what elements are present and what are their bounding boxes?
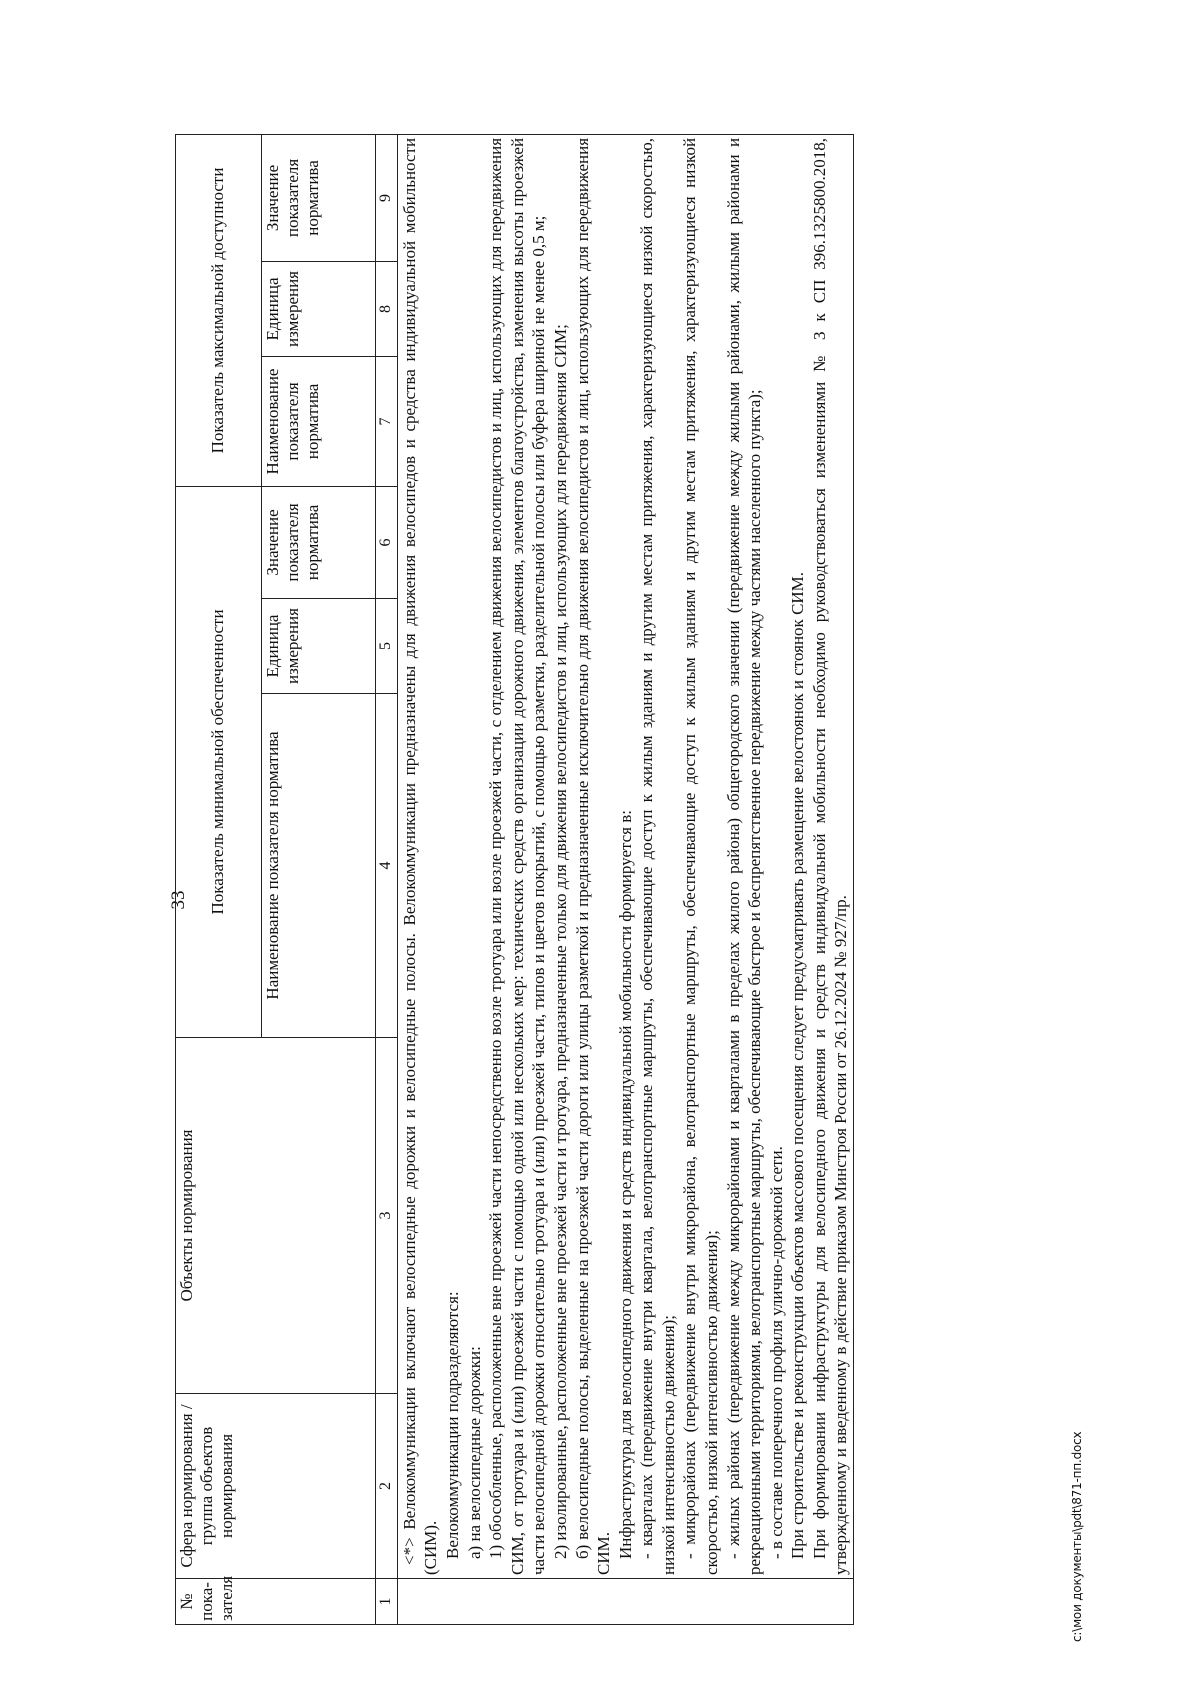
header-min-name: Наименование показателя норматива: [262, 694, 376, 1038]
column-number: 8: [376, 261, 398, 356]
note-paragraph: Велокоммуникации подразделяются:: [443, 1291, 463, 1559]
column-number: 6: [376, 486, 398, 598]
column-number-row: [376, 134, 398, 1624]
page-number: 33: [168, 890, 189, 910]
column-number: 2: [376, 1394, 398, 1579]
header-max-value: Значение показателя норматива: [262, 134, 376, 261]
note-paragraph: - в составе поперечного профиля улично-дорожной сети.: [766, 1146, 786, 1559]
column-number: 5: [376, 599, 398, 694]
note-paragraph: б) велосипедные полосы, выделенные на проезжей части дороги или улицы разметкой и предназначенные исключительно для движения велосипедистов и лиц, использующих для передвижения СИМ.: [572, 137, 614, 1575]
header-max-accessibility: Показатель максимальной доступности: [176, 134, 262, 486]
header-min-value: Значение показателя норматива: [262, 486, 376, 598]
footer-file-path: c:\мои документы\pdt\871-пп.docx: [1070, 1431, 1084, 1642]
rotated-page: [130, 137, 1090, 1660]
header-sphere: Сфера нормирования / группа объектов нормирования: [176, 1394, 376, 1579]
empty-number-cell: [397, 1579, 853, 1625]
note-paragraph: - кварталах (передвижение внутри квартала, велотранспортные маршруты, обеспечивающие доступ к жилым зданиям и другим местам притяжения, характеризующиеся низкой скоростью, низкой интенсивностью движения);: [637, 137, 678, 1575]
note-paragraph: - жилых районах (передвижение между микрорайонами и кварталами в пределах жилого района) общегородского значении (передвижение между жилыми районами, жилыми районами и рекреационными территориями, велотранспортные маршруты, обеспечивающие быстрое и беспрепятственное передвижение между частями населенного пункта);: [723, 137, 765, 1575]
note-paragraph: При строительстве и реконструкции объектов массового посещения следует предусматривать размещение велостоянок и стоянок СИМ.: [788, 571, 808, 1559]
column-number: 1: [376, 1579, 398, 1625]
header-max-name: Наименование показателя норматива: [262, 356, 376, 486]
note-row: [397, 134, 853, 1624]
header-max-unit: Единица измерения: [262, 261, 376, 356]
note-paragraph: 1) обособленные, расположенные вне проезжей части непосредственно возле тротуара или возле проезжей части, с отделением движения велосипедистов и лиц, использующих для передвижения СИМ, от тротуара и (или) проезжей части с помощью одной или нескольких мер: технических средств организации дорожного движения, элементов благоустройства, изменения высоты проезжей части велосипедной дорожки относительно тротуара и (или) проезжей части, типов и цветов покрытий, с помощью разметки, разделительной полосы или буфера шириной не менее 0,5 м;: [486, 137, 549, 1575]
header-min-unit: Единица измерения: [262, 599, 376, 694]
column-number: 4: [376, 694, 398, 1038]
column-number: 7: [376, 356, 398, 486]
note-paragraph: 2) изолированные, расположенные вне проезжей части и тротуара, предназначенные только для движения велосипедистов и лиц, использующих для передвижения СИМ;: [550, 324, 570, 1559]
norms-table: [175, 134, 854, 1625]
column-number: 9: [376, 134, 398, 261]
header-objects: Объекты нормирования: [176, 1038, 376, 1394]
footnote-cell: [397, 134, 853, 1578]
note-paragraph: При формировании инфраструктуры для велосипедного движения и средств индивидуальной мобильности необходимо руководствоваться изменениями № 3 к СП 396.1325800.2018, утвержденному и введенному в действие приказом Минстроя России от 26.12.2024 № 927/пр.: [809, 137, 851, 1575]
note-paragraph: Инфраструктура для велосипедного движения и средств индивидуальной мобильности формируется в:: [615, 809, 635, 1559]
note-paragraph: <*> Велокоммуникации включают велосипедные дорожки и велосипедные полосы. Велокоммуникации предназначены для движения велосипедов и средства индивидуальной мобильности (СИМ).: [399, 137, 441, 1575]
note-paragraph: - микрорайонах (передвижение внутри микрорайона, велотранспортные маршруты, обеспечивающие доступ к жилым зданиям и другим местам притяжения, характеризующиеся низкой скоростью, низкой интенсивностью движения);: [680, 137, 721, 1575]
column-number: 3: [376, 1038, 398, 1394]
header-min-provision: Показатель минимальной обеспеченности: [176, 486, 262, 1037]
note-paragraph: а) на велосипедные дорожки:: [464, 1346, 484, 1559]
header-indicator-number: № пока-зателя: [176, 1579, 376, 1625]
